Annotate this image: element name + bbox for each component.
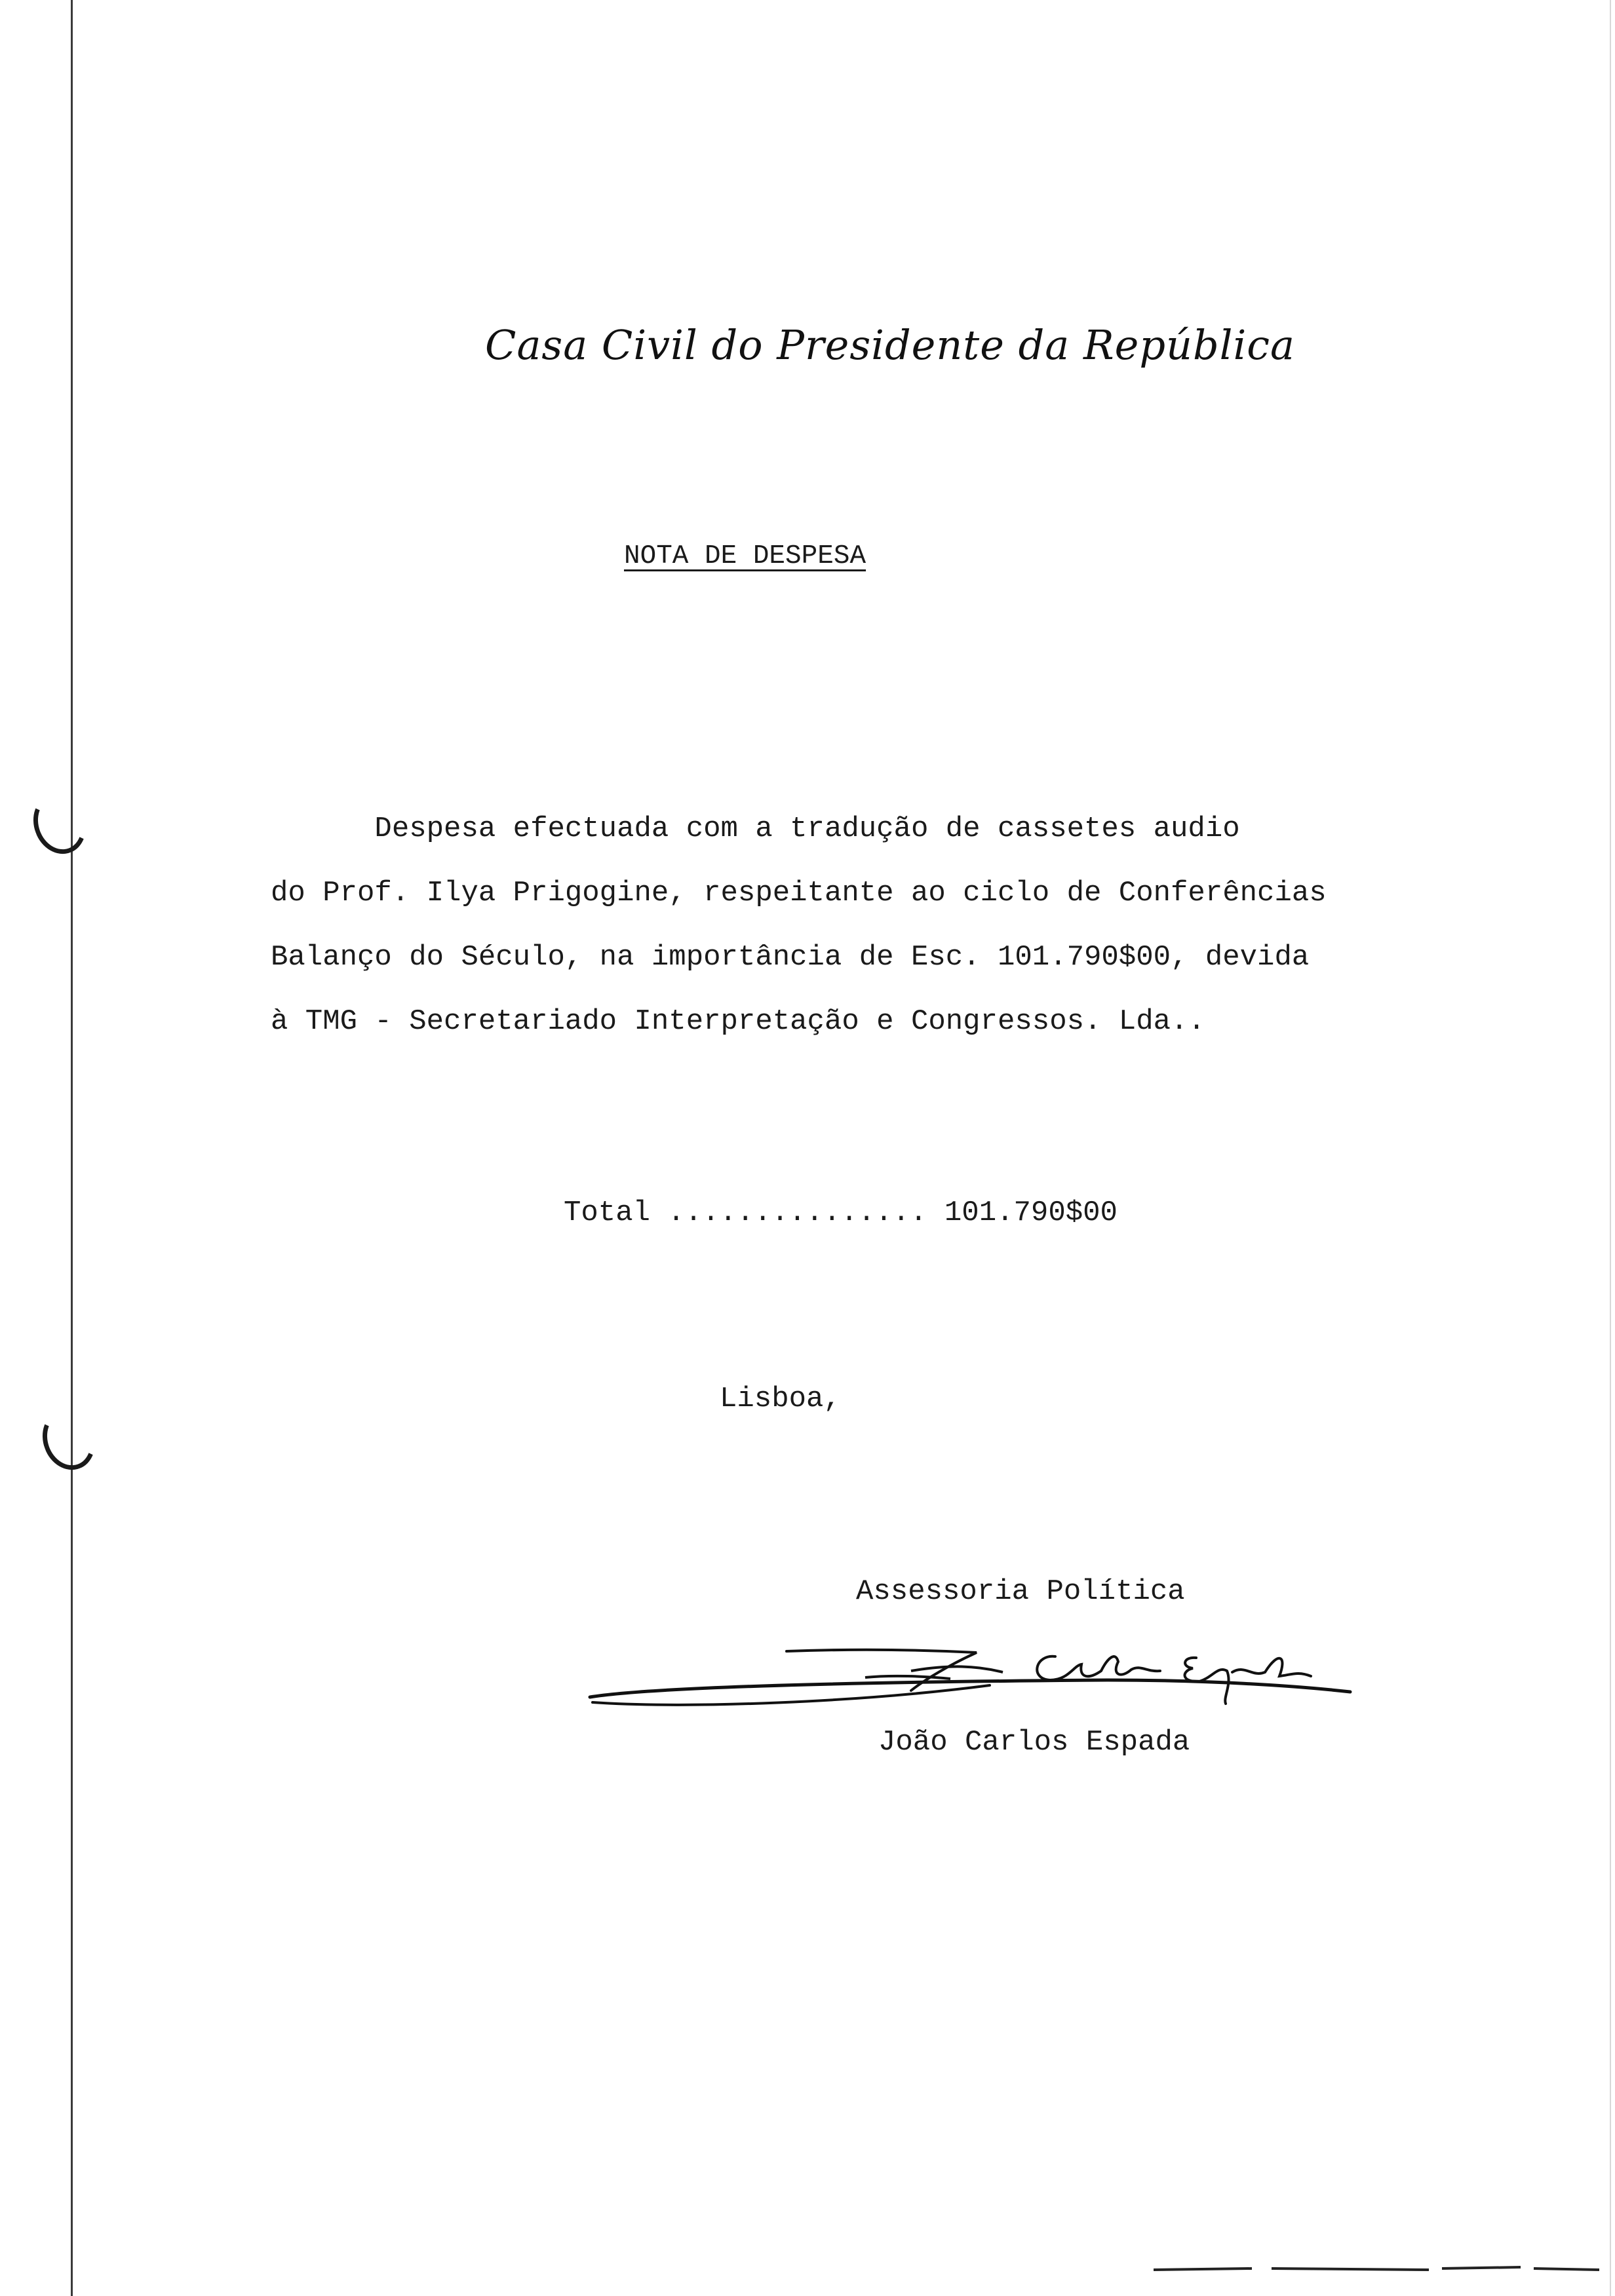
- body-line: do Prof. Ilya Prigogine, respeitante ao ciclo de Conferências: [271, 877, 1327, 909]
- signer-name: João Carlos Espada: [878, 1726, 1190, 1759]
- document-title: NOTA DE DESPESA: [624, 541, 866, 571]
- body-line: Despesa efectuada com a tradução de cassetes audio: [271, 813, 1240, 845]
- handwritten-signature: [583, 1625, 1357, 1730]
- punch-hole-mark: [34, 1402, 103, 1477]
- total-line: Total ............... 101.790$00: [564, 1196, 1118, 1229]
- place-line: Lisboa,: [720, 1383, 841, 1415]
- body-line: Balanço do Século, na importância de Esc. 101.790$00, devida: [271, 941, 1310, 974]
- signer-role: Assessoria Política: [856, 1575, 1185, 1608]
- page-edge-line: [1610, 0, 1611, 2296]
- letterhead: Casa Civil do Presidente da República: [485, 321, 1295, 369]
- body-line: à TMG - Secretariado Interpretação e Congressos. Lda..: [271, 1005, 1205, 1038]
- binding-margin-line: [71, 0, 73, 2296]
- expense-description: [271, 797, 1490, 1054]
- punch-hole-mark: [25, 786, 94, 861]
- scan-edge-mark: [1154, 2265, 1599, 2278]
